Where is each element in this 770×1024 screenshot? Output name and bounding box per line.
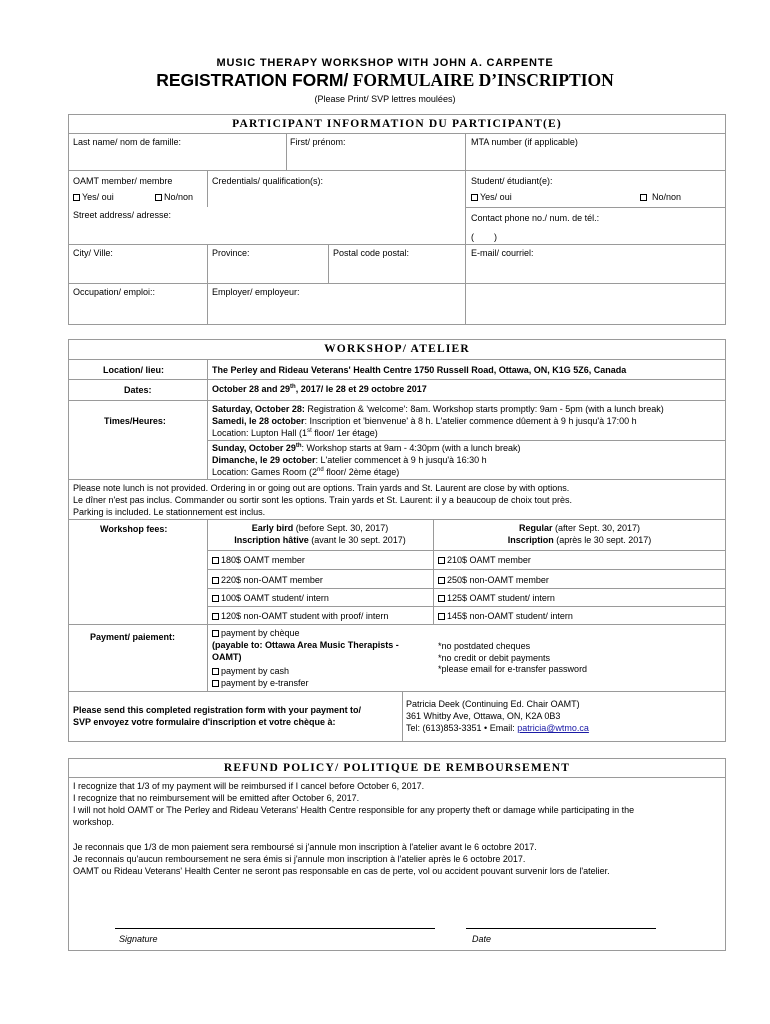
checkbox-icon[interactable] xyxy=(438,557,445,564)
fee-option-regular[interactable]: 210$ OAMT member xyxy=(438,555,531,565)
times-label: Times/Heures: xyxy=(104,416,166,426)
signature-line[interactable] xyxy=(115,928,435,929)
sunday-schedule: Sunday, October 29th: Workshop starts at 9am - 4:30pm (with a lunch break) xyxy=(212,443,521,453)
title-en: REGISTRATION FORM/ xyxy=(156,70,349,90)
fee-option-early[interactable]: 120$ non-OAMT student with proof/ intern xyxy=(212,611,388,621)
send-instructions-fr: SVP envoyez votre formulaire d'inscription et votre chèque à: xyxy=(73,717,336,727)
participant-heading: PARTICIPANT INFORMATION DU PARTICIPANT(E) xyxy=(232,118,562,130)
street-address-field[interactable]: Street address/ adresse: xyxy=(73,210,172,220)
regular-header: Regular (after Sept. 30, 2017) xyxy=(518,523,641,533)
payable-to-2: OAMT) xyxy=(212,652,242,662)
mailing-address: 361 Whitby Ave, Ottawa, ON, K2A 0B3 xyxy=(406,711,561,721)
early-bird-header: Early bird (before Sept. 30, 2017) xyxy=(251,523,389,533)
payment-note: *please email for e-transfer password xyxy=(438,664,588,674)
form-title xyxy=(0,70,770,91)
student-no-label: No/non xyxy=(652,192,682,202)
dates-value: October 28 and 29th, 2017/ le 28 et 29 octobre 2017 xyxy=(212,384,427,394)
refund-text-fr: Je reconnais qu'aucun remboursement ne sera émis si j'annule mon inscription à l'atelier après le 6 octobre 2017. xyxy=(73,854,526,864)
lunch-note-en: Please note lunch is not provided. Ordering in or going out are options. Train yards and St. Laurent are close by with options. xyxy=(73,483,570,493)
fee-option-regular[interactable]: 125$ OAMT student/ intern xyxy=(438,593,555,603)
date-label: Date xyxy=(472,934,492,944)
workshop-subtitle: MUSIC THERAPY WORKSHOP WITH JOHN A. CARPENTE xyxy=(216,57,554,69)
checkbox-icon[interactable] xyxy=(155,194,162,201)
fee-option-early[interactable]: 100$ OAMT student/ intern xyxy=(212,593,329,603)
payment-note: *no credit or debit payments xyxy=(438,653,551,663)
payable-to: (payable to: Ottawa Area Music Therapists - xyxy=(212,640,399,650)
contact-phone-field[interactable]: Contact phone no./ num. de tél.: xyxy=(471,213,600,223)
refund-text: I recognize that 1/3 of my payment will be reimbursed if I cancel before October 6, 2017. xyxy=(73,781,425,791)
pay-cash-option[interactable]: payment by cash xyxy=(212,666,289,676)
checkbox-icon[interactable] xyxy=(438,577,445,584)
date-line[interactable] xyxy=(466,928,656,929)
refund-heading: REFUND POLICY/ POLITIQUE DE REMBOURSEMENT xyxy=(223,762,571,774)
checkbox-icon[interactable] xyxy=(212,680,219,687)
checkbox-icon[interactable] xyxy=(212,557,219,564)
refund-text: I will not hold OAMT or The Perley and Rideau Veterans' Health Centre responsible for any property theft or damage while participating in the xyxy=(73,805,635,815)
send-instructions: Please send this completed registration form with your payment to/ xyxy=(73,705,362,715)
signature-label: Signature xyxy=(119,934,158,944)
dimanche-schedule: Dimanche, le 29 october: L'atelier commencet à 9 h jusqu'à 16:30 h xyxy=(212,455,487,465)
mailing-contact: Tel: (613)853-3351 • Email: patricia@wtmo.ca xyxy=(406,723,589,733)
student-yes-label: Yes/ oui xyxy=(480,192,512,202)
first-name-field[interactable]: First/ prénom: xyxy=(290,137,346,147)
lunch-note-fr: Le dîner n'est pas inclus. Commander ou sortir sont les options. Train yards et St. Laurent: il y a beaucoup de choix tout près. xyxy=(73,495,572,505)
saturday-location: Location: Lupton Hall (1st floor/ 1er étage) xyxy=(212,428,378,438)
fee-option-regular[interactable]: 250$ non-OAMT member xyxy=(438,575,549,585)
payment-label: Payment/ paiement: xyxy=(90,632,176,642)
checkbox-icon[interactable] xyxy=(212,630,219,637)
saturday-schedule: Saturday, October 28: Registration & 'welcome': 8am. Workshop starts promptly: 9am - 5pm (with a lunch break) xyxy=(212,404,664,414)
checkbox-icon[interactable] xyxy=(212,613,219,620)
fee-option-early[interactable]: 220$ non-OAMT member xyxy=(212,575,323,585)
pay-etransfer-option[interactable]: payment by e-transfer xyxy=(212,678,309,688)
workshop-heading: WORKSHOP/ ATELIER xyxy=(324,343,470,355)
print-note: (Please Print/ SVP lettres moulées) xyxy=(314,94,456,104)
title-fr: FORMULAIRE D’INSCRIPTION xyxy=(348,70,614,90)
oamt-no-label: No/non xyxy=(164,192,194,202)
oamt-member-label: OAMT member/ membre xyxy=(73,176,173,186)
email-link[interactable]: patricia@wtmo.ca xyxy=(517,723,589,733)
phone-parens: ( ) xyxy=(471,232,497,242)
checkbox-icon[interactable] xyxy=(73,194,80,201)
mailing-name: Patricia Deek (Continuing Ed. Chair OAMT) xyxy=(406,699,580,709)
location-label: Location/ lieu: xyxy=(103,365,165,375)
employer-field[interactable]: Employer/ employeur: xyxy=(212,287,300,297)
refund-text: workshop. xyxy=(73,817,115,827)
checkbox-icon[interactable] xyxy=(212,577,219,584)
last-name-field[interactable]: Last name/ nom de famille: xyxy=(73,137,182,147)
fee-option-early[interactable]: 180$ OAMT member xyxy=(212,555,305,565)
province-field[interactable]: Province: xyxy=(212,248,250,258)
credentials-field[interactable]: Credentials/ qualification(s): xyxy=(212,176,324,186)
student-no-option[interactable] xyxy=(640,192,681,202)
refund-text: I recognize that no reimbursement will be emitted after October 6, 2017. xyxy=(73,793,360,803)
payment-note: *no postdated cheques xyxy=(438,641,531,651)
city-field[interactable]: City/ Ville: xyxy=(73,248,113,258)
early-bird-header-fr: Inscription hâtive (avant le 30 sept. 2017) xyxy=(234,535,406,545)
fees-label: Workshop fees: xyxy=(100,524,168,534)
checkbox-icon[interactable] xyxy=(640,194,647,201)
oamt-no-option[interactable] xyxy=(155,192,193,202)
oamt-yes-label: Yes/ oui xyxy=(82,192,114,202)
checkbox-icon[interactable] xyxy=(212,595,219,602)
oamt-yes-option[interactable] xyxy=(73,192,114,202)
occupation-field[interactable]: Occupation/ emploi:: xyxy=(73,287,156,297)
samedi-schedule: Samedi, le 28 october: Inscription et 'bienvenue' à 8 h. L'atelier commence dûement à 9 h jusqu'à 17:00 h xyxy=(212,416,637,426)
mta-number-field[interactable]: MTA number (if applicable) xyxy=(471,137,578,147)
fee-option-regular[interactable]: 145$ non-OAMT student/ intern xyxy=(438,611,573,621)
dates-label: Dates: xyxy=(124,385,152,395)
checkbox-icon[interactable] xyxy=(438,613,445,620)
student-yes-option[interactable] xyxy=(471,192,512,202)
pay-cheque-option[interactable]: payment by chèque xyxy=(212,628,300,638)
checkbox-icon[interactable] xyxy=(212,668,219,675)
checkbox-icon[interactable] xyxy=(471,194,478,201)
postal-code-field[interactable]: Postal code postal: xyxy=(333,248,410,258)
parking-note: Parking is included. Le stationnement est inclus. xyxy=(73,507,266,517)
student-label: Student/ étudiant(e): xyxy=(471,176,553,186)
email-field[interactable]: E-mail/ courriel: xyxy=(471,248,534,258)
location-value: The Perley and Rideau Veterans' Health Centre 1750 Russell Road, Ottawa, ON, K1G 5Z6, Canada xyxy=(212,365,627,375)
refund-text-fr: OAMT ou Rideau Veterans' Health Center ne seront pas responsable en cas de perte, vol ou accident pouvant survenir lors de l'atelier. xyxy=(73,866,610,876)
refund-text-fr: Je reconnais que 1/3 de mon paiement sera remboursé si j'annule mon inscription à l'atelier avant le 6 octobre 2017. xyxy=(73,842,537,852)
sunday-location: Location: Games Room (2nd floor/ 2ème étage) xyxy=(212,467,400,477)
regular-header-fr: Inscription (après le 30 sept. 2017) xyxy=(507,535,652,545)
checkbox-icon[interactable] xyxy=(438,595,445,602)
